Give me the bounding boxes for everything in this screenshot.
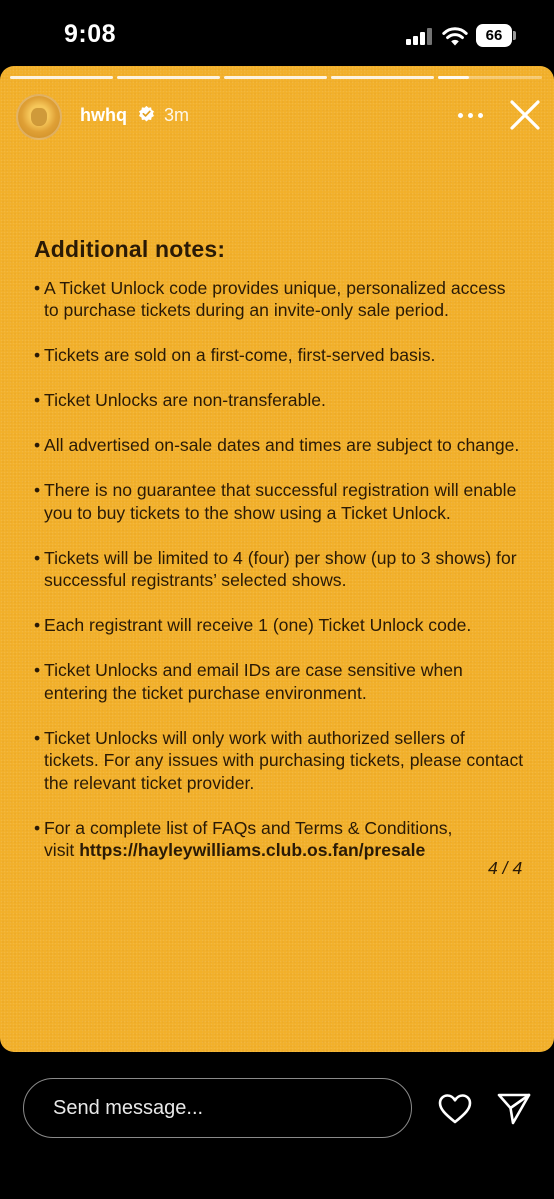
faq-text: For a complete list of FAQs and Terms & Conditions, visit [44,817,453,860]
note-item: • All advertised on-sale dates and times are subject to change. [34,434,524,457]
story-text-content [34,238,524,884]
story-header [16,92,546,140]
message-composer [0,1052,554,1199]
presale-link[interactable]: https://hayleywilliams.club.os.fan/presale [79,840,426,860]
heart-icon[interactable] [437,1092,473,1126]
note-item: • Ticket Unlocks will only work with authorized sellers of tickets. For any issues with purchasing tickets, please contact the relevant ticket provider. [34,727,524,795]
signal-icon [406,27,432,45]
status-time: 9:08 [64,20,117,48]
more-options-icon[interactable] [456,102,486,128]
note-item: • Tickets are sold on a first-come, first-served basis. [34,344,524,367]
page-indicator: 4 / 4 [488,858,523,878]
note-item: • Ticket Unlocks are non-transferable. [34,389,524,412]
status-bar [0,0,554,66]
story-timestamp: 3m [164,105,190,125]
progress-segment-current [438,76,542,79]
story-progress-bar [10,76,542,79]
note-item: • Tickets will be limited to 4 (four) per show (up to 3 shows) for successful registrants’ selected shows. [34,547,524,592]
send-icon[interactable] [496,1090,532,1126]
story-card[interactable] [0,66,554,1052]
note-item: • There is no guarantee that successful registration will enable you to buy tickets to the show using a Ticket Unlock. [34,479,524,524]
verified-badge-icon [138,105,155,122]
username[interactable]: hwhq [80,105,127,125]
note-item: • Each registrant will receive 1 (one) Ticket Unlock code. [34,614,524,637]
battery-level: 66 [476,24,512,47]
battery-icon [476,24,518,47]
progress-segment [117,76,220,79]
note-item: • Ticket Unlocks and email IDs are case sensitive when entering the ticket purchase environment. [34,659,524,704]
progress-segment [331,76,434,79]
note-item: • A Ticket Unlock code provides unique, personalized access to purchase tickets during an invite-only sale period. [34,277,524,322]
note-item-faq [34,817,454,862]
avatar[interactable] [16,94,62,140]
progress-segment [224,76,327,79]
close-icon[interactable] [508,98,542,132]
progress-segment [10,76,113,79]
send-message-input[interactable] [23,1078,412,1138]
notes-title: Additional notes: [34,236,226,262]
wifi-icon [442,25,468,47]
